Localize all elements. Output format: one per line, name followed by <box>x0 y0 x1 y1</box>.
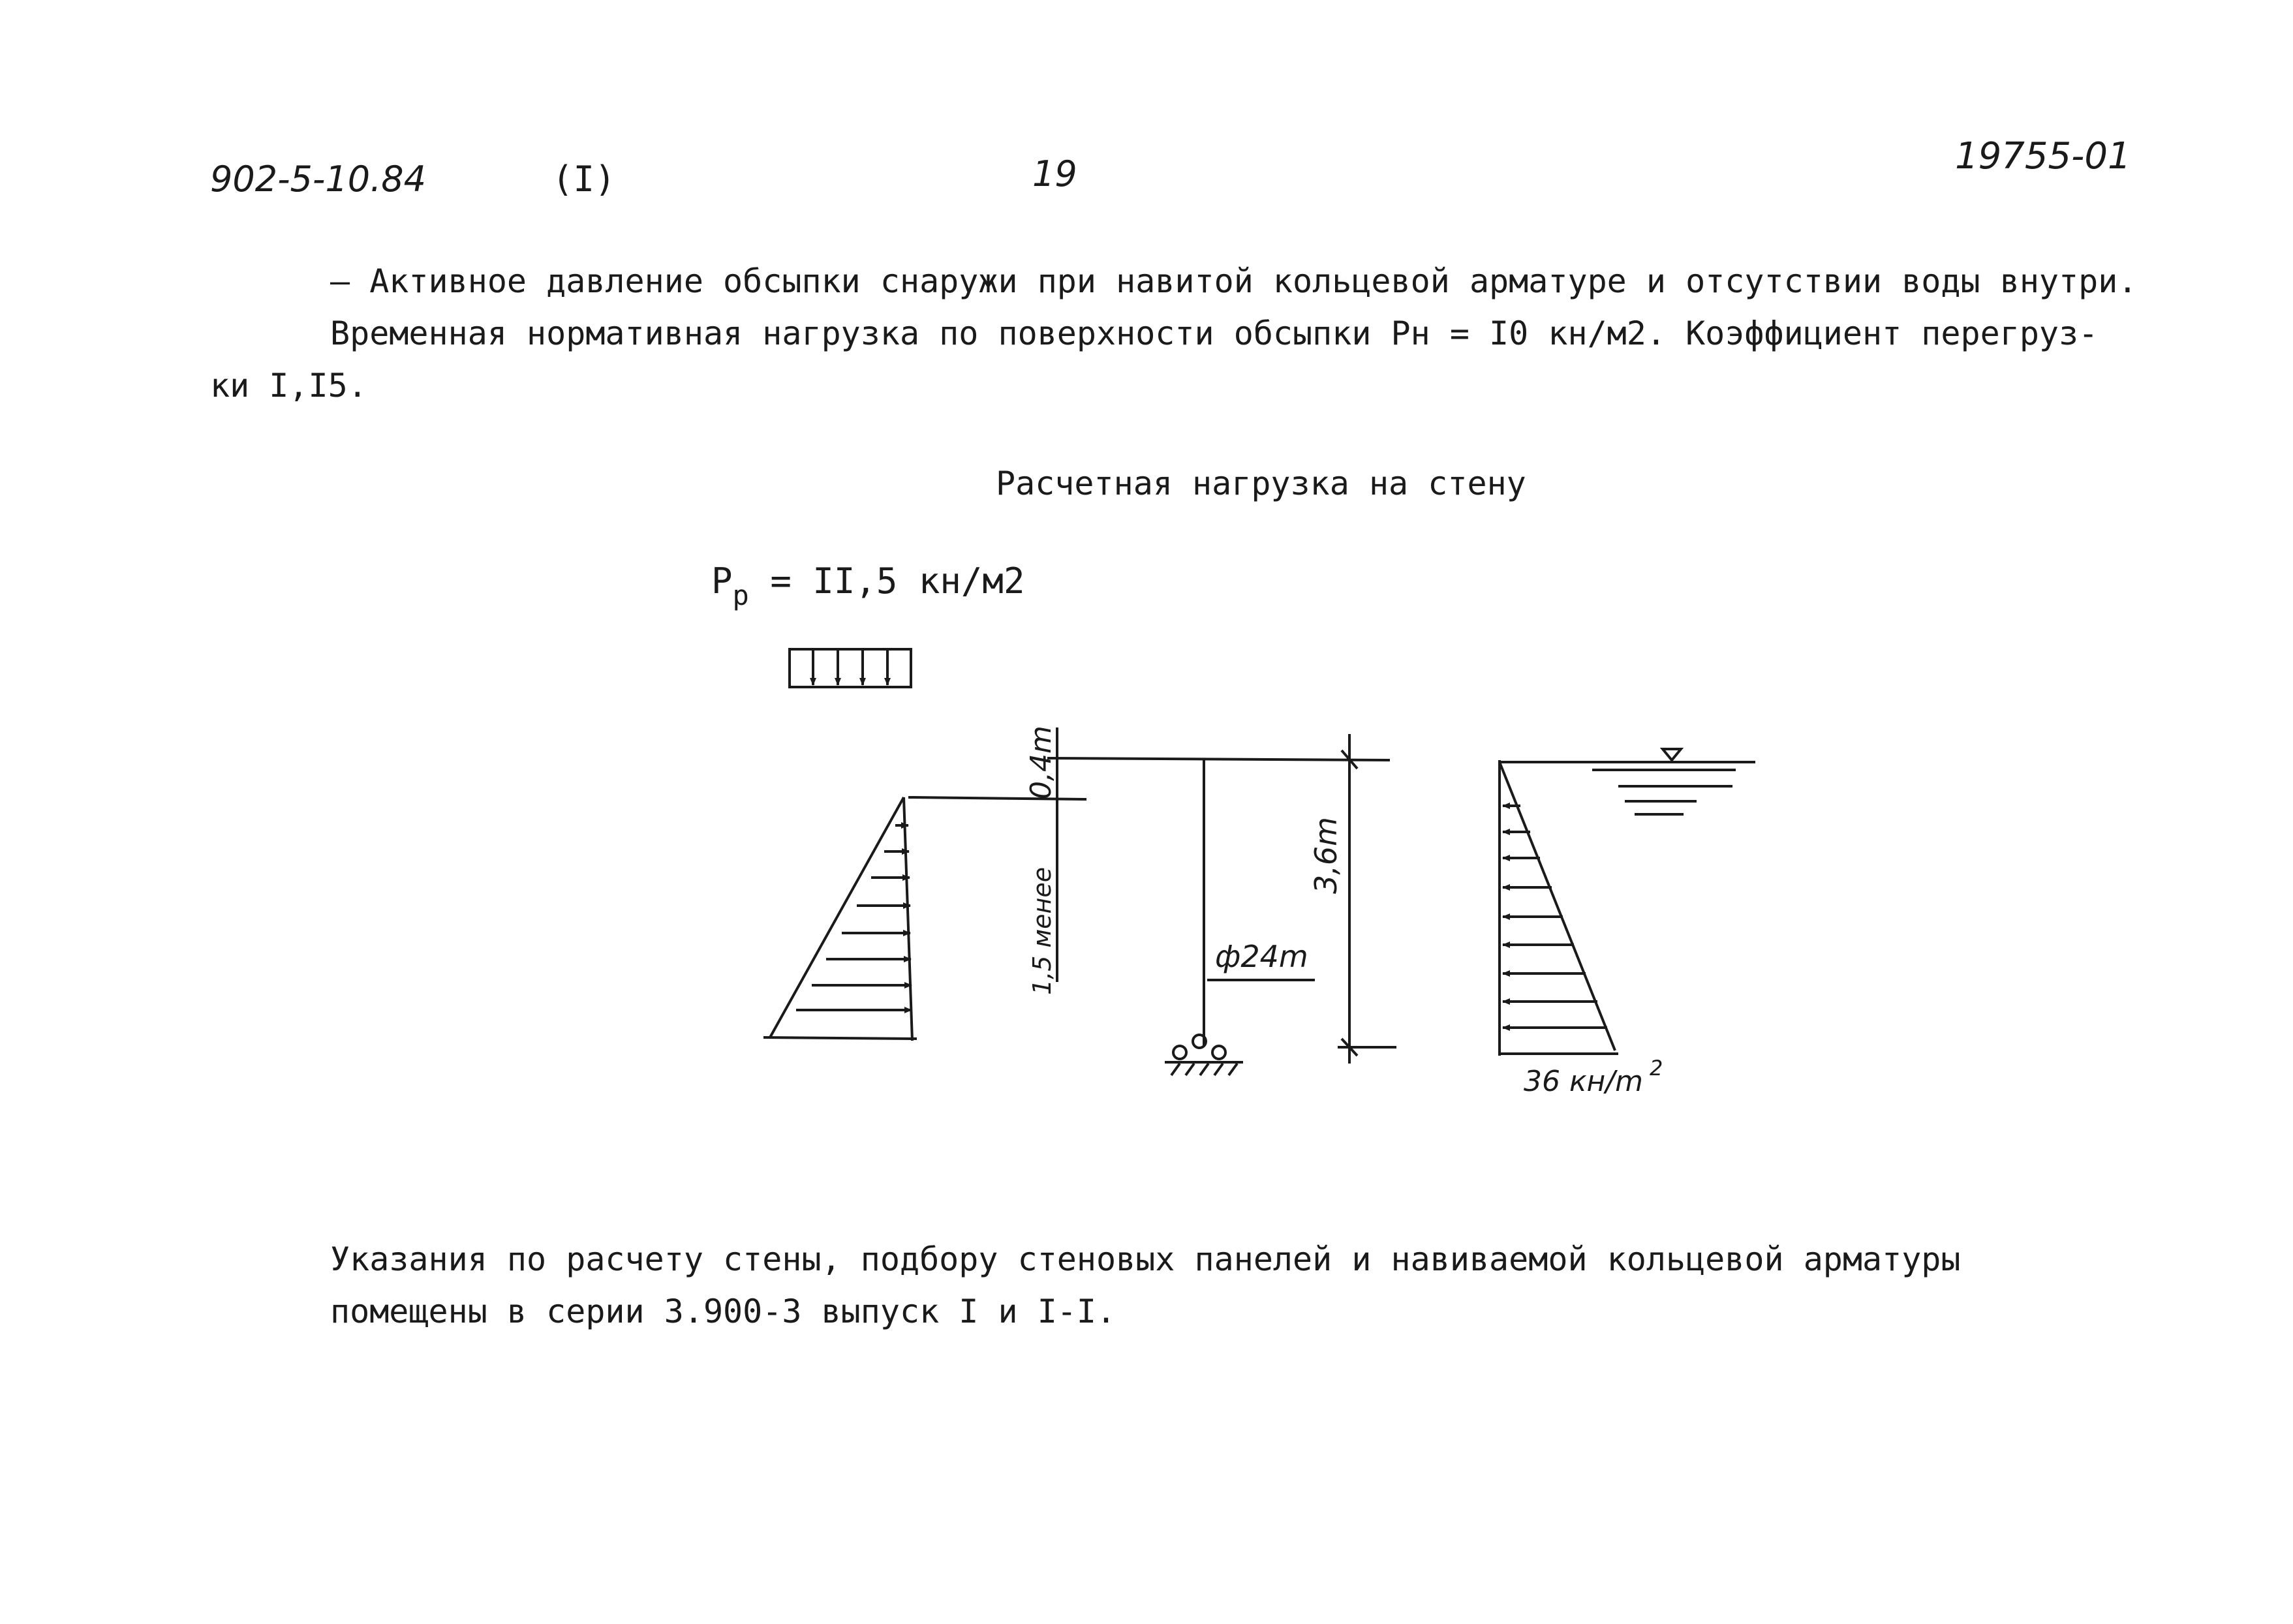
earth-pressure-diagram <box>763 797 917 1041</box>
inventory-number: 19755-01 <box>1955 135 2131 177</box>
paragraph-overload-coefficient: ки I,I5. <box>210 367 367 405</box>
paragraph-temporary-load: Временная нормативная нагрузка по поверхности обсыпки Pн = I0 кн/м2. Коэффициент перегруз- <box>330 314 2099 352</box>
diagram-title: Расчетная нагрузка на стену <box>996 465 1526 502</box>
dim-fill-height-label: 1,5 менее <box>1028 866 1056 995</box>
dim-diameter-label: ф24m <box>1215 939 1308 974</box>
water-pressure-label <box>1524 1056 1663 1098</box>
dim-wall-height-label: 3,6m <box>1308 817 1344 894</box>
dim-top-gap-label: 0,4m <box>1024 726 1058 799</box>
water-pressure-value: 36 кн/m <box>1524 1065 1644 1098</box>
footer-paragraph-instructions: Указания по расчету стены, подбору стеновых панелей и навиваемой кольцевой арматуры <box>330 1240 1961 1278</box>
series-code: 902-5-10.84 <box>210 159 426 200</box>
wall-height-dimension <box>1338 734 1396 1064</box>
load-subscript: p <box>732 579 749 611</box>
paragraph-active-pressure: – Активное давление обсыпки снаружи при навитой кольцевой арматуре и отсутствии воды внутри. <box>330 262 2138 300</box>
footer-paragraph-reference: помещены в серии 3.900-3 выпуск I и I-I. <box>330 1293 1116 1330</box>
page-number: 19 <box>1032 153 1077 194</box>
uniform-load-symbol <box>790 649 911 687</box>
water-pressure-exponent: 2 <box>1650 1056 1663 1080</box>
wall-column <box>1165 760 1315 1075</box>
water-level-symbol <box>1500 749 1755 814</box>
water-pressure-diagram <box>1500 760 1618 1056</box>
load-symbol: P <box>711 560 733 602</box>
load-value: = II,5 кн/м2 <box>770 560 1025 602</box>
part-label: (I) <box>552 159 616 200</box>
